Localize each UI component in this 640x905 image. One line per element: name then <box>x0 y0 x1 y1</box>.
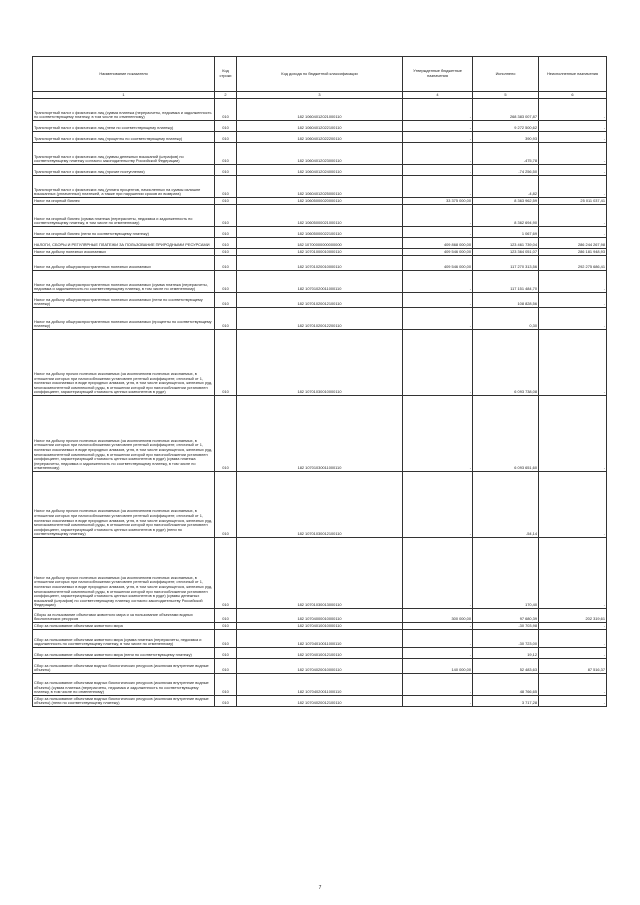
row-code: 010 <box>215 308 237 330</box>
row-code: 010 <box>215 472 237 538</box>
unexecuted-value: - <box>539 132 607 143</box>
row-code: 010 <box>215 271 237 293</box>
row-name: Сбор за пользование объектами животного мира (сумма платежа (перерасчеты, недоимка и задолженность по соответствующему платежу, в том числе по отмененному) <box>33 630 215 648</box>
executed-value: 117 270 313,56 <box>473 256 539 271</box>
approved-value: - <box>403 538 473 609</box>
budget-code: 182 10704000010000110 <box>237 609 403 623</box>
table-row <box>33 330 607 396</box>
approved-value: - <box>403 227 473 238</box>
row-name: Сборы за пользование объектами животного мира и за пользование объектами водных биологических ресурсов <box>33 609 215 623</box>
row-name: Налог на добычу прочих полезных ископаемых (за исключением полезных ископаемых, в отношении которых при налогообложении установлен рентный коэффициент, отличный от 1, полезных ископаемых в виде природных алмазов, угля, в том числе коксующегося, железных руд, многокомпонентной комплексной руды, в отношении которой при налогообложении установлен коэффициент, характеризующий стоимость ценных компонентов в руде) (суммы денежных взысканий (штрафов) по соответствующему платежу согласно законодательству Российской Федерации) <box>33 538 215 609</box>
unexecuted-value: - <box>539 648 607 659</box>
unexecuted-value: - <box>539 308 607 330</box>
executed-value: 0,30 <box>473 308 539 330</box>
unexecuted-value: - <box>539 623 607 630</box>
table-row <box>33 256 607 271</box>
executed-value: 390,93 <box>473 132 539 143</box>
table-row <box>33 165 607 176</box>
executed-value: 9 272 500,62 <box>473 121 539 132</box>
budget-code: 182 10604012024000110 <box>237 165 403 176</box>
table-row <box>33 648 607 659</box>
row-code: 010 <box>215 696 237 707</box>
table-body <box>33 99 607 707</box>
row-name: Налог на добычу общераспространенных полезных ископаемых (сумма платежа (перерасчеты, недоимка и задолженность по соответствующему платежу, в том числе по отмененному) <box>33 271 215 293</box>
header-name: Наименование показателя <box>33 57 215 92</box>
budget-code: 182 10701030010000110 <box>237 330 403 396</box>
unexecuted-value: 286 244 267,98 <box>539 238 607 249</box>
executed-value: 170,40 <box>473 538 539 609</box>
row-code: 010 <box>215 659 237 674</box>
row-code: 010 <box>215 330 237 396</box>
executed-value: 8 363 962,59 <box>473 198 539 205</box>
row-name: Налог на добычу полезных ископаемых <box>33 249 215 256</box>
row-name: Налог на добычу общераспространенных полезных ископаемых (проценты по соответствующему платежу) <box>33 308 215 330</box>
row-name: Налог на игорный бизнес (сумма платежа (перерасчеты, недоимка и задолженность по соответствующему платежу, в том числе по отмененному) <box>33 205 215 227</box>
budget-code: 182 10704020012100110 <box>237 696 403 707</box>
table-row <box>33 205 607 227</box>
table-row <box>33 143 607 165</box>
budget-code: 182 10604012022200110 <box>237 132 403 143</box>
unexecuted-value: - <box>539 176 607 198</box>
approved-value: - <box>403 396 473 472</box>
row-code: 010 <box>215 205 237 227</box>
budget-code: 182 10605000022100110 <box>237 227 403 238</box>
budget-code: 182 10704020011000110 <box>237 674 403 696</box>
budget-code: 182 10605000020000110 <box>237 198 403 205</box>
header-unexecuted: Неисполненные назначения <box>539 57 607 92</box>
row-name: Транспортный налог с физических лиц (суммы денежных взысканий (штрафов) по соответствующему платежу согласно законодательству Российской Федерации) <box>33 143 215 165</box>
table-row <box>33 227 607 238</box>
budget-code: 182 10704010012100110 <box>237 648 403 659</box>
row-name: Налог на добычу общераспространенных полезных ископаемых (пени по соответствующему платежу) <box>33 293 215 308</box>
unexecuted-value: - <box>539 674 607 696</box>
row-code: 010 <box>215 256 237 271</box>
row-code: 010 <box>215 538 237 609</box>
approved-value: 409 546 000,00 <box>403 249 473 256</box>
executed-value: 6 093 738,08 <box>473 330 539 396</box>
approved-value: - <box>403 132 473 143</box>
table-row <box>33 472 607 538</box>
header-approved: Утвержденные бюджетные назначения <box>403 57 473 92</box>
unexecuted-value: - <box>539 271 607 293</box>
budget-code: 182 10604012025000110 <box>237 176 403 198</box>
column-index: 4 <box>403 92 473 99</box>
approved-value: 409 868 000,00 <box>403 238 473 249</box>
table-row <box>33 308 607 330</box>
row-name: Сбор за пользование объектами водных биологических ресурсов (исключая внутренние водные объекты) <box>33 659 215 674</box>
table-row <box>33 630 607 648</box>
column-index: 5 <box>473 92 539 99</box>
row-code: 010 <box>215 293 237 308</box>
row-name: Транспортный налог с физических лиц (сумма платежа (перерасчеты, недоимка и задолженность по соответствующему платежу, в том числе по отмененному) <box>33 99 215 121</box>
unexecuted-value: - <box>539 330 607 396</box>
header-executed: Исполнено <box>473 57 539 92</box>
table-row <box>33 623 607 630</box>
approved-value: - <box>403 308 473 330</box>
unexecuted-value: 286 181 948,93 <box>539 249 607 256</box>
approved-value: 300 000,00 <box>403 609 473 623</box>
approved-value: 409 546 000,00 <box>403 256 473 271</box>
table-row <box>33 121 607 132</box>
budget-code: 182 10701020012100110 <box>237 293 403 308</box>
table-row <box>33 99 607 121</box>
executed-value: 8 362 694,90 <box>473 205 539 227</box>
row-code: 010 <box>215 176 237 198</box>
table-row <box>33 659 607 674</box>
unexecuted-value: - <box>539 227 607 238</box>
table-row <box>33 176 607 198</box>
table-row <box>33 293 607 308</box>
table-row <box>33 271 607 293</box>
executed-value: 19,12 <box>473 648 539 659</box>
page-number: 7 <box>318 885 322 891</box>
budget-code: 182 10701030011000110 <box>237 396 403 472</box>
row-name: Налог на добычу прочих полезных ископаемых (за исключением полезных ископаемых, в отношении которых при налогообложении установлен рентный коэффициент, отличный от 1, полезных ископаемых в виде природных алмазов, угля, в том числе коксующегося, железных руд, многокомпонентной комплексной руды, в отношении которой при налогообложении установлен коэффициент, характеризующий стоимость ценных компонентов в руде) (пени по соответствующему платежу) <box>33 472 215 538</box>
budget-code: 182 10704010010000110 <box>237 623 403 630</box>
unexecuted-value: 202 319,61 <box>539 609 607 623</box>
table-row <box>33 674 607 696</box>
header-budget-code: Код дохода по бюджетной классификации <box>237 57 403 92</box>
row-code: 010 <box>215 396 237 472</box>
budget-code: 182 10604012021000110 <box>237 99 403 121</box>
executed-value: 6 093 651,60 <box>473 396 539 472</box>
executed-value: 268 383 007,87 <box>473 99 539 121</box>
row-code: 010 <box>215 630 237 648</box>
budget-code: 182 10701020011000110 <box>237 271 403 293</box>
budget-code: 182 10701020012200110 <box>237 308 403 330</box>
unexecuted-value: - <box>539 205 607 227</box>
executed-value: -30 703,98 <box>473 623 539 630</box>
budget-code: 182 10701020010000110 <box>237 256 403 271</box>
row-name: Транспортный налог с физических лиц (пени по соответствующему платежу) <box>33 121 215 132</box>
executed-value: -54,14 <box>473 472 539 538</box>
row-code: 010 <box>215 674 237 696</box>
row-name: Транспортный налог с физических лиц (прочие поступления) <box>33 165 215 176</box>
row-code: 010 <box>215 165 237 176</box>
approved-value: - <box>403 143 473 165</box>
unexecuted-value: 25 011 037,41 <box>539 198 607 205</box>
executed-value: 108 828,56 <box>473 293 539 308</box>
row-name: Транспортный налог с физических лиц (уплата процентов, начисленных на суммы излишне взысканных (уплаченных) платежей, а также при нарушении сроков их возврата) <box>33 176 215 198</box>
approved-value: - <box>403 121 473 132</box>
approved-value: - <box>403 293 473 308</box>
row-code: 010 <box>215 99 237 121</box>
row-name: Налог на игорный бизнес (пени по соответствующему платежу) <box>33 227 215 238</box>
unexecuted-value: - <box>539 293 607 308</box>
unexecuted-value: - <box>539 630 607 648</box>
budget-code: 182 10701030013000110 <box>237 538 403 609</box>
budget-code: 182 10701030012100110 <box>237 472 403 538</box>
approved-value: - <box>403 472 473 538</box>
column-index-row <box>33 92 607 99</box>
budget-code: 182 10704020010000110 <box>237 659 403 674</box>
column-index: 2 <box>215 92 237 99</box>
unexecuted-value: - <box>539 538 607 609</box>
budget-code: 182 10701000010000110 <box>237 249 403 256</box>
executed-value: 97 680,39 <box>473 609 539 623</box>
row-name: Сбор за пользование объектами животного мира <box>33 623 215 630</box>
header-row-code: Код строки <box>215 57 237 92</box>
row-code: 010 <box>215 121 237 132</box>
row-code: 010 <box>215 648 237 659</box>
row-code: 010 <box>215 238 237 249</box>
unexecuted-value: - <box>539 143 607 165</box>
unexecuted-value: - <box>539 472 607 538</box>
budget-code: 182 10604012023000110 <box>237 143 403 165</box>
row-name: Сбор за пользование объектами водных биологических ресурсов (исключая внутренние водные объекты) (пени по соответствующему платежу) <box>33 696 215 707</box>
executed-value: 48 766,65 <box>473 674 539 696</box>
table-row <box>33 538 607 609</box>
budget-code: 182 10700000000000000 <box>237 238 403 249</box>
approved-value: - <box>403 99 473 121</box>
column-index: 3 <box>237 92 403 99</box>
unexecuted-value: - <box>539 165 607 176</box>
approved-value: - <box>403 648 473 659</box>
approved-value: - <box>403 630 473 648</box>
table-header-row <box>33 57 607 92</box>
row-code: 010 <box>215 198 237 205</box>
approved-value: 140 000,00 <box>403 659 473 674</box>
revenue-table <box>32 56 607 707</box>
table-row <box>33 249 607 256</box>
table-row <box>33 609 607 623</box>
row-name: Транспортный налог с физических лиц (проценты по соответствующему платежу) <box>33 132 215 143</box>
executed-value: 123 364 051,07 <box>473 249 539 256</box>
unexecuted-value: - <box>539 121 607 132</box>
table-row <box>33 132 607 143</box>
executed-value: -475,78 <box>473 143 539 165</box>
approved-value: - <box>403 205 473 227</box>
executed-value: 123 461 739,04 <box>473 238 539 249</box>
row-code: 010 <box>215 143 237 165</box>
approved-value: 33 375 000,00 <box>403 198 473 205</box>
budget-code: 182 10704010011000110 <box>237 630 403 648</box>
executed-value: 3 717,28 <box>473 696 539 707</box>
executed-value: -4,82 <box>473 176 539 198</box>
approved-value: - <box>403 165 473 176</box>
approved-value: - <box>403 674 473 696</box>
row-name: Налог на добычу прочих полезных ископаемых (за исключением полезных ископаемых, в отношении которых при налогообложении установлен рентный коэффициент, отличный от 1, полезных ископаемых в виде природных алмазов, угля, в том числе коксующегося, железных руд, многокомпонентной комплексной руды, в отношении которой при налогообложении установлен коэффициент, характеризующий стоимость ценных компонентов в руде) (сумма платежа (перерасчеты, недоимка и задолженность по соответствующему платежу, в том числе по отмененному) <box>33 396 215 472</box>
approved-value: - <box>403 330 473 396</box>
approved-value: - <box>403 623 473 630</box>
unexecuted-value: 292 275 686,41 <box>539 256 607 271</box>
row-name: Налог на добычу общераспространенных полезных ископаемых <box>33 256 215 271</box>
row-name: Сбор за пользование объектами водных биологических ресурсов (исключая внутренние водные объекты) (сумма платежа (перерасчеты, недоимка и задолженность по соответствующему платежу, в том числе по отмененному) <box>33 674 215 696</box>
unexecuted-value: 87 516,37 <box>539 659 607 674</box>
row-code: 010 <box>215 132 237 143</box>
budget-code: 182 10605000021000110 <box>237 205 403 227</box>
row-name: Налог на добычу прочих полезных ископаемых (за исключением полезных ископаемых, в отношении которых при налогообложении установлен рентный коэффициент, отличный от 1, полезных ископаемых в виде природных алмазов, угля, в том числе коксующегося, железных руд, многокомпонентной комплексной руды, в отношении которой при налогообложении установлен коэффициент, характеризующий стоимость ценных компонентов в руде) <box>33 330 215 396</box>
row-code: 010 <box>215 249 237 256</box>
approved-value: - <box>403 696 473 707</box>
executed-value: 117 151 484,70 <box>473 271 539 293</box>
table-row <box>33 238 607 249</box>
row-code: 010 <box>215 609 237 623</box>
row-code: 010 <box>215 623 237 630</box>
column-index: 1 <box>33 92 215 99</box>
budget-code: 182 10604012022100110 <box>237 121 403 132</box>
executed-value: -30 723,00 <box>473 630 539 648</box>
column-index: 6 <box>539 92 607 99</box>
table-row <box>33 396 607 472</box>
table-row <box>33 198 607 205</box>
executed-value: 52 483,63 <box>473 659 539 674</box>
unexecuted-value: - <box>539 99 607 121</box>
unexecuted-value: - <box>539 396 607 472</box>
row-code: 010 <box>215 227 237 238</box>
executed-value: -74 256,50 <box>473 165 539 176</box>
row-name: Налог на игорный бизнес <box>33 198 215 205</box>
executed-value: 1 067,69 <box>473 227 539 238</box>
unexecuted-value: - <box>539 696 607 707</box>
row-name: Сбор за пользование объектами животного мира (пени по соответствующему платежу) <box>33 648 215 659</box>
row-name: НАЛОГИ, СБОРЫ И РЕГУЛЯРНЫЕ ПЛАТЕЖИ ЗА ПОЛЬЗОВАНИЕ ПРИРОДНЫМИ РЕСУРСАМИ <box>33 238 215 249</box>
table-row <box>33 696 607 707</box>
approved-value: - <box>403 176 473 198</box>
approved-value: - <box>403 271 473 293</box>
